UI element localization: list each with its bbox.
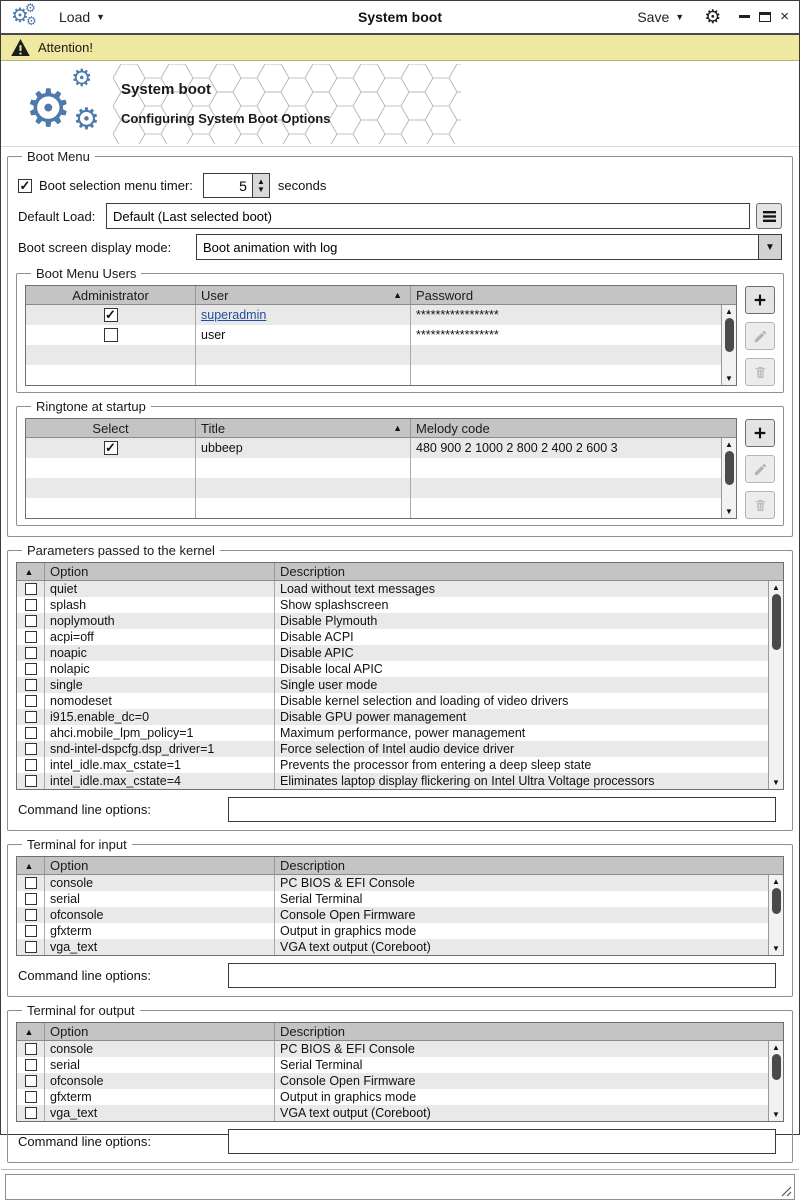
option-checkbox[interactable] (25, 1075, 37, 1087)
timer-label: Boot selection menu timer: (39, 178, 193, 193)
option-checkbox[interactable] (25, 893, 37, 905)
table-row[interactable]: intel_idle.max_cstate=1 Prevents the processor from entering a deep sleep state (17, 757, 783, 773)
ringtone-actions (745, 418, 775, 519)
option-checkbox[interactable] (25, 679, 37, 691)
warning-icon (11, 39, 30, 56)
default-load-input[interactable] (106, 203, 750, 229)
scroll-down-icon[interactable]: ▼ (772, 944, 780, 953)
column-header-sort[interactable] (17, 563, 45, 580)
kernel-cmdline-input[interactable] (228, 797, 776, 822)
terminal-input-legend: Terminal for input (27, 837, 127, 852)
delete-ringtone-button[interactable] (745, 491, 775, 519)
table-row[interactable]: ofconsole Console Open Firmware (17, 907, 783, 923)
timer-unit-label: seconds (277, 178, 327, 193)
table-row[interactable]: serial Serial Terminal (17, 891, 783, 907)
user-value: user (196, 325, 411, 345)
password-value: ***************** (416, 328, 499, 342)
option-checkbox[interactable] (25, 663, 37, 675)
table-row[interactable] (26, 305, 736, 325)
pencil-icon (753, 462, 768, 477)
users-table-header (26, 286, 736, 305)
default-load-row (18, 203, 782, 229)
ringtone-section (16, 399, 784, 526)
table-row[interactable]: nolapic Disable local APIC (17, 661, 783, 677)
timer-spinner (203, 173, 270, 198)
plus-icon (752, 292, 768, 308)
melody-code: 480 900 2 1000 2 800 2 400 2 600 3 (416, 441, 618, 455)
timer-row (18, 173, 782, 198)
table-row-empty[interactable] (26, 365, 736, 385)
terminal-output-table (16, 1022, 784, 1122)
timer-checkbox[interactable] (18, 179, 32, 193)
terminal-output-legend: Terminal for output (27, 1003, 135, 1018)
terminal-input-section (7, 837, 793, 997)
option-checkbox[interactable] (25, 727, 37, 739)
ringtone-table (25, 418, 737, 519)
sort-asc-icon: ▲ (24, 566, 34, 577)
terminal-input-scrollbar[interactable] (768, 875, 783, 955)
table-row[interactable]: ofconsole Console Open Firmware (17, 1073, 783, 1089)
default-load-label: Default Load: (18, 208, 96, 224)
app-gears-icon: ⚙ ⚙ ⚙ (11, 1, 37, 28)
scroll-up-icon[interactable]: ▲ (772, 583, 780, 592)
kernel-table-body (17, 581, 783, 789)
chevron-down-icon: ▼ (96, 12, 106, 22)
table-row[interactable]: acpi=off Disable ACPI (17, 629, 783, 645)
table-row[interactable]: single Single user mode (17, 677, 783, 693)
chevron-down-icon: ▼ (675, 12, 685, 22)
password-value: ***************** (416, 308, 499, 322)
table-row[interactable]: vga_text VGA text output (Coreboot) (17, 1105, 783, 1121)
admin-checkbox[interactable] (104, 328, 118, 342)
kernel-scrollbar[interactable] (768, 581, 783, 789)
sort-asc-icon: ▲ (24, 1026, 34, 1037)
column-header-option[interactable]: Option (45, 1023, 275, 1040)
attention-banner (1, 35, 799, 61)
terminal-output-cmdline-row (18, 1129, 782, 1154)
table-row[interactable] (26, 438, 736, 458)
terminal-input-header (17, 857, 783, 875)
pencil-icon (753, 329, 768, 344)
display-mode-row (18, 234, 782, 260)
column-header-password[interactable]: Password (416, 287, 474, 303)
close-button[interactable]: × (780, 8, 789, 25)
kernel-cmdline-row (18, 797, 782, 822)
option-checkbox[interactable] (25, 759, 37, 771)
default-load-menu-button[interactable] (756, 203, 782, 229)
terminal-output-body (17, 1041, 783, 1121)
boot-menu-users-legend: Boot Menu Users (36, 266, 137, 281)
display-mode-select[interactable] (196, 234, 782, 260)
ringtone-legend: Ringtone at startup (36, 399, 146, 414)
attention-label: Attention! (38, 40, 93, 55)
add-user-button[interactable] (745, 286, 775, 314)
option-checkbox[interactable] (25, 743, 37, 755)
kernel-params-legend: Parameters passed to the kernel (27, 543, 215, 558)
ringtone-title: ubbeep (196, 438, 411, 458)
terminal-input-body (17, 875, 783, 955)
table-row-empty[interactable] (26, 498, 736, 518)
option-checkbox[interactable] (25, 1043, 37, 1055)
app-logo-gears-icon: ⚙ ⚙ ⚙ (25, 65, 100, 138)
option-checkbox[interactable] (25, 583, 37, 595)
table-row[interactable]: console PC BIOS & EFI Console (17, 1041, 783, 1057)
sort-asc-icon: ▲ (393, 423, 402, 433)
load-menu-button[interactable] (53, 5, 111, 29)
terminal-output-header (17, 1023, 783, 1041)
scroll-down-icon[interactable]: ▼ (725, 507, 733, 516)
table-row[interactable]: gfxterm Output in graphics mode (17, 923, 783, 939)
option-checkbox[interactable] (25, 1107, 37, 1119)
scrollbar-thumb[interactable] (725, 451, 734, 485)
select-checkbox[interactable] (104, 441, 118, 455)
edit-user-button[interactable] (745, 322, 775, 350)
minimize-button[interactable] (739, 15, 750, 18)
scroll-down-icon[interactable]: ▼ (772, 1110, 780, 1119)
column-header-description[interactable]: Description (280, 564, 346, 579)
cmdline-label: Command line options: (18, 1134, 151, 1149)
scrollbar-thumb[interactable] (725, 318, 734, 352)
table-row[interactable]: noplymouth Disable Plymouth (17, 613, 783, 629)
scrollbar-thumb[interactable] (772, 594, 781, 650)
ringtone-table-body (26, 438, 736, 518)
page-subtitle: Configuring System Boot Options (121, 111, 331, 126)
table-row[interactable]: i915.enable_dc=0 Disable GPU power management (17, 709, 783, 725)
table-row-empty[interactable] (26, 458, 736, 478)
cmdline-label: Command line options: (18, 802, 151, 817)
delete-user-button[interactable] (745, 358, 775, 386)
table-row[interactable]: nomodeset Disable kernel selection and loading of video drivers (17, 693, 783, 709)
ringtone-table-header (26, 419, 736, 438)
option-checkbox[interactable] (25, 941, 37, 953)
display-mode-value: Boot animation with log (203, 239, 338, 255)
table-row[interactable]: gfxterm Output in graphics mode (17, 1089, 783, 1105)
option-checkbox[interactable] (25, 877, 37, 889)
scroll-down-icon[interactable]: ▼ (725, 374, 733, 383)
kernel-table-header (17, 563, 783, 581)
table-row-empty[interactable] (26, 345, 736, 365)
table-row[interactable]: intel_idle.max_cstate=4 Eliminates laptop display flickering on Intel Ultra Voltage processors (17, 773, 783, 789)
scrollbar-thumb[interactable] (772, 1054, 781, 1080)
table-row[interactable]: quiet Load without text messages (17, 581, 783, 597)
combo-arrow-icon[interactable]: ▼ (758, 235, 781, 259)
terminal-output-cmdline-input[interactable] (228, 1129, 776, 1154)
scroll-up-icon[interactable]: ▲ (772, 1043, 780, 1052)
option-checkbox[interactable] (25, 909, 37, 921)
column-header-title[interactable]: Title ▲ (196, 419, 411, 437)
settings-gear-button[interactable]: ⚙ (704, 6, 722, 28)
boot-menu-users-section (16, 266, 784, 393)
option-checkbox[interactable] (25, 1059, 37, 1071)
option-checkbox[interactable] (25, 1091, 37, 1103)
table-row[interactable]: noapic Disable APIC (17, 645, 783, 661)
window-title: System boot (357, 9, 442, 25)
save-menu-label: Save (637, 9, 670, 25)
users-actions (745, 285, 775, 386)
maximize-button[interactable] (759, 12, 771, 22)
users-table-body (26, 305, 736, 385)
column-header-administrator[interactable]: Administrator (26, 286, 196, 304)
table-row[interactable]: snd-intel-dspcfg.dsp_driver=1 Force selection of Intel audio device driver (17, 741, 783, 757)
terminal-input-cmdline-row (18, 963, 782, 988)
table-row[interactable]: vga_text VGA text output (Coreboot) (17, 939, 783, 955)
table-row[interactable]: console PC BIOS & EFI Console (17, 875, 783, 891)
option-checkbox[interactable] (25, 647, 37, 659)
edit-ringtone-button[interactable] (745, 455, 775, 483)
spin-down-icon[interactable]: ▼ (256, 184, 265, 194)
column-header-description[interactable]: Description (280, 858, 346, 873)
option-checkbox[interactable] (25, 695, 37, 707)
sort-asc-icon: ▲ (393, 290, 402, 300)
table-row[interactable] (26, 325, 736, 345)
scroll-down-icon[interactable]: ▼ (772, 778, 780, 787)
boot-menu-section (7, 149, 793, 537)
table-row[interactable]: splash Show splashscreen (17, 597, 783, 613)
ringtone-scrollbar[interactable] (721, 438, 736, 518)
terminal-output-scrollbar[interactable] (768, 1041, 783, 1121)
add-ringtone-button[interactable] (745, 419, 775, 447)
cmdline-label: Command line options: (18, 968, 151, 983)
hamburger-icon (762, 210, 777, 223)
kernel-params-section (7, 543, 793, 831)
option-checkbox[interactable] (25, 599, 37, 611)
spinner-buttons[interactable] (252, 174, 269, 197)
table-row[interactable]: serial Serial Terminal (17, 1057, 783, 1073)
boot-menu-legend: Boot Menu (27, 149, 90, 164)
page-title: System boot (121, 81, 212, 98)
spin-up-icon[interactable]: ▲ (256, 176, 265, 186)
admin-checkbox[interactable] (104, 308, 118, 322)
terminal-output-section (7, 1003, 793, 1163)
users-scrollbar[interactable] (721, 305, 736, 385)
table-row-empty[interactable] (26, 478, 736, 498)
app-header (1, 61, 799, 147)
scroll-up-icon[interactable]: ▲ (725, 440, 733, 449)
option-checkbox[interactable] (25, 615, 37, 627)
sort-asc-icon: ▲ (24, 860, 34, 871)
column-header-sort[interactable] (17, 857, 45, 874)
hexagon-pattern-decoration (113, 64, 461, 144)
resize-grip[interactable] (779, 1184, 792, 1197)
column-header-select[interactable]: Select (26, 419, 196, 437)
timer-value-input[interactable] (204, 174, 252, 197)
terminal-input-cmdline-input[interactable] (228, 963, 776, 988)
load-menu-label: Load (59, 9, 91, 25)
column-header-description[interactable]: Description (280, 1024, 346, 1039)
column-header-option[interactable]: Option (45, 857, 275, 874)
option-checkbox[interactable] (25, 775, 37, 787)
user-link[interactable]: superadmin (201, 308, 267, 322)
terminal-input-table (16, 856, 784, 956)
column-header-option[interactable]: Option (45, 563, 275, 580)
column-header-sort[interactable] (17, 1023, 45, 1040)
trash-icon (753, 365, 768, 380)
option-checkbox[interactable] (25, 711, 37, 723)
trash-icon (753, 498, 768, 513)
title-bar (1, 1, 799, 35)
status-bar (5, 1174, 795, 1200)
column-header-melody[interactable]: Melody code (416, 420, 490, 436)
display-mode-label: Boot screen display mode: (18, 239, 172, 255)
scrollbar-thumb[interactable] (772, 888, 781, 914)
kernel-table (16, 562, 784, 790)
option-checkbox[interactable] (25, 631, 37, 643)
table-row[interactable]: ahci.mobile_lpm_policy=1 Maximum performance, power management (17, 725, 783, 741)
content-area (1, 147, 799, 1170)
users-table (25, 285, 737, 386)
scroll-up-icon[interactable]: ▲ (725, 307, 733, 316)
column-header-user[interactable]: User ▲ (196, 286, 411, 304)
scroll-up-icon[interactable]: ▲ (772, 877, 780, 886)
plus-icon (752, 425, 768, 441)
save-menu-button[interactable] (631, 5, 690, 29)
option-checkbox[interactable] (25, 925, 37, 937)
